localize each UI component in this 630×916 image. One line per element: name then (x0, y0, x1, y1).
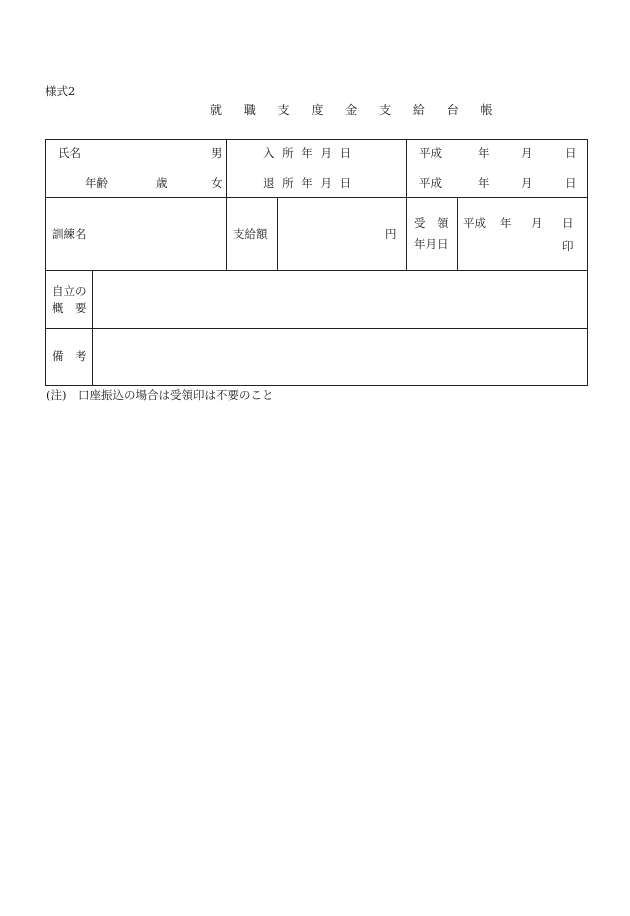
receipt-label: 受 領 (414, 216, 449, 230)
receipt-date-label: 年月日 (414, 237, 449, 251)
page-title: 就 職 支 度 金 支 給 台 帳 (210, 103, 502, 117)
admission-date-label: 入 所 年 月 日 (263, 146, 354, 160)
independence-summary-label-line1: 自立の (52, 284, 87, 298)
gender-female: 女 (211, 176, 223, 190)
admission-year: 年 (478, 146, 490, 160)
receipt-year: 年 (500, 216, 512, 230)
remarks-label: 備 考 (52, 349, 87, 363)
admission-era: 平成 (419, 146, 442, 160)
age-unit: 歳 (156, 176, 168, 190)
name-label: 氏名 (58, 146, 81, 160)
discharge-day: 日 (565, 176, 577, 190)
seal-mark: 印 (562, 239, 574, 253)
yen-unit: 円 (385, 227, 397, 241)
admission-day: 日 (565, 146, 577, 160)
gender-male: 男 (211, 146, 223, 160)
training-name-label: 訓練名 (52, 227, 87, 241)
admission-month: 月 (521, 146, 533, 160)
discharge-month: 月 (521, 176, 533, 190)
age-label: 年齢 (85, 176, 108, 190)
receipt-day: 日 (562, 216, 574, 230)
form-number: 様式2 (45, 84, 76, 98)
receipt-month: 月 (531, 216, 543, 230)
payment-amount-label: 支給額 (233, 227, 268, 241)
discharge-date-label: 退 所 年 月 日 (263, 176, 354, 190)
footnote: (注) 口座振込の場合は受領印は不要のこと (46, 388, 274, 402)
independence-summary-label-line2: 概 要 (52, 301, 87, 315)
discharge-year: 年 (478, 176, 490, 190)
discharge-era: 平成 (419, 176, 442, 190)
receipt-era: 平成 (463, 216, 486, 230)
